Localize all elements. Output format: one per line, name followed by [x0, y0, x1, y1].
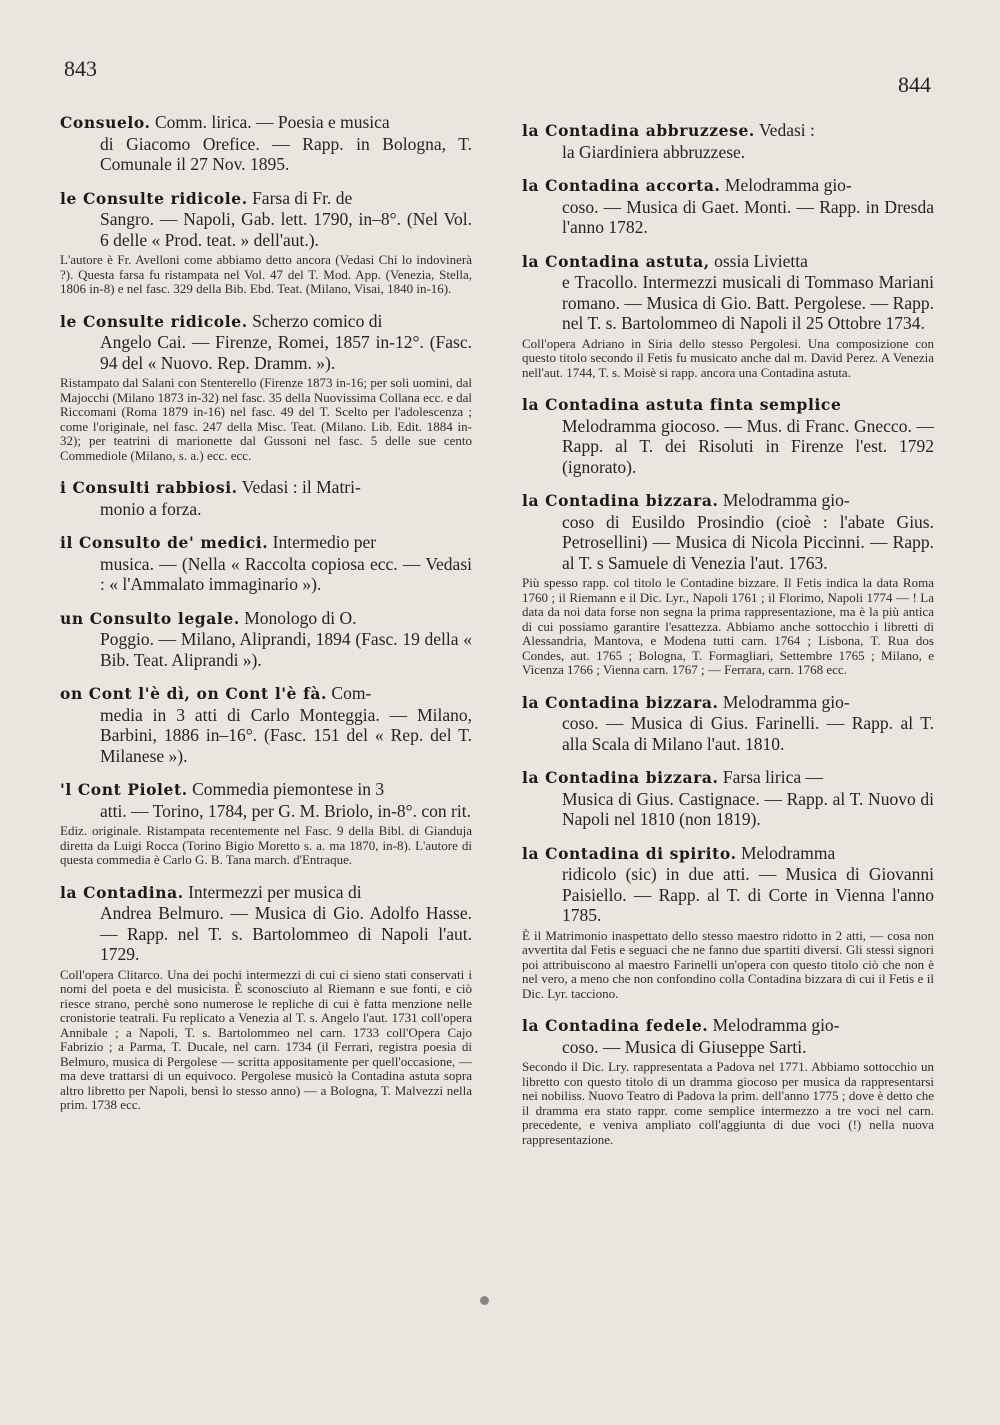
entry-description: e Tracollo. Intermezzi musicali di Tommaso Mariani romano. — Musica di Gio. Batt. Pergolese. — Rapp. nel T. s. Bartolommeo di Napoli il 25 Ottobre 1734. [562, 272, 934, 333]
entry-note: Coll'opera Adriano in Siria dello stesso Pergolesi. Una composizione con questo titolo secondo il Fetis fu musicato anche dal m. David Perez. A Venezia nell'aut. 1744, T. s. Moisè si rapp. ancora una Contadina astuta. [522, 335, 934, 380]
entry-title: on Cont l'è dì, on Cont l'è fà. [60, 684, 328, 703]
dictionary-entry [60, 477, 472, 519]
entry-title: i Consulti rabbiosi. [60, 478, 238, 497]
dictionary-entry [60, 188, 472, 297]
entry-note: Secondo il Dic. Lry. rappresentata a Padova nel 1771. Abbiamo sottocchio un libretto con questo titolo di un dramma giocoso per musica da rappresentarsi nei nobiliss. Nuovo Teatro di Padova la prim. dell'anno 1775 ; dove è detto che il dramma era stato rappr. come semplice intermezzo a tre voci nel carn. precedente, e veniva ampliato coll'aggiunta di due voci (!) nella nuova rappresentazione. [522, 1059, 934, 1147]
entry-title: la Contadina bizzara. [522, 692, 719, 712]
entry-description: media in 3 atti di Carlo Monteggia. — Milano, Barbini, 1886 in–16°. (Fasc. 151 del « Rep. del T. Milanese »). [100, 704, 472, 766]
entry-description: Andrea Belmuro. — Musica di Gio. Adolfo Hasse. — Rapp. nel T. s. Bartolommeo di Napoli l'aut. 1729. [100, 903, 472, 964]
entry-description: monio a forza. [100, 498, 202, 519]
entry-description: Poggio. — Milano, Aliprandi, 1894 (Fasc. 19 della « Bib. Teat. Aliprandi »). [100, 629, 472, 670]
entry-title: la Contadina bizzara. [522, 768, 719, 787]
dictionary-entry [60, 608, 472, 671]
entry-description: coso. — Musica di Gaet. Monti. — Rapp. in Dresda l'anno 1782. [562, 196, 934, 237]
entry-description: ridicolo (sic) in due atti. — Musica di Giovanni Paisiello. — Rapp. al T. di Corte in Vienna l'anno 1785. [562, 864, 934, 925]
page-number-left: 843 [64, 56, 97, 81]
entry-title: il Consulto de' medici. [60, 533, 269, 552]
entry-description-first-line: Melodramma gio- [718, 691, 850, 712]
entry-description-first-line: Comm. lirica. — Poesia e musica [150, 112, 390, 132]
entry-note: Ediz. originale. Ristampata recentemente nel Fasc. 9 della Bibl. di Gianduja diretta da Luigi Rocca (Torino Bigio Moretto s. a. ma 1870, in-8). L'autore di questa commedia è Carlo G. B. Tana march. d'Entraque. [60, 823, 472, 867]
entry-description-first-line: ossia Livietta [709, 250, 808, 271]
entry-description: coso. — Musica di Gius. Farinelli. — Rapp. al T. alla Scala di Milano l'aut. 1810. [562, 713, 934, 754]
entry-description-first-line: Vedasi : il Matri- [237, 477, 361, 497]
entry-description-first-line: Melodramma [736, 842, 836, 863]
entry-description: musica. — (Nella « Raccolta copiosa ecc. — Vedasi : « l'Ammalato immaginario »). [100, 553, 472, 594]
dictionary-entry [60, 532, 472, 595]
page-number-right: 844 [898, 72, 931, 97]
entry-title: la Contadina bizzara. [522, 491, 719, 510]
entry-description: Musica di Gius. Castignace. — Rapp. al T. Nuovo di Napoli nel 1810 (non 1819). [562, 788, 934, 829]
dictionary-entry [522, 394, 934, 477]
dictionary-entry [522, 251, 934, 381]
entry-description-first-line: Intermezzi per musica di [183, 881, 362, 902]
entry-title: 'l Cont Piolet. [60, 780, 188, 799]
dictionary-entry [522, 843, 934, 1002]
entry-description-first-line: Intermedio per [268, 532, 377, 552]
entry-description: coso. — Musica di Giuseppe Sarti. [562, 1036, 807, 1057]
entry-description-first-line: Farsa di Fr. de [247, 187, 353, 208]
entry-note: Ristampato dal Salani con Stenterello (Firenze 1873 in-16; per soli uomini, dal Majocchi (Milano 1873 in-32) nel fasc. 35 della Nuovissima Collana ecc. e dal Riccomani (Roma 1879 in-16) nel fasc. 49 del T. Scelto per l'adolescenza ; come l'originale, nel fasc. 247 della Misc. Teat. (Milano. Lib. Edit. 1884 in-32); per teatrini di marionette dal Gussoni nel fasc. 5 delle sue cento Commediole (Milano, s. a.) ecc. ecc. [60, 375, 472, 463]
ink-spot [480, 1296, 489, 1305]
entry-note: Coll'opera Clitarco. Una dei pochi intermezzi di cui ci sieno stati conservati i nomi del poeta e del musicista. È sconosciuto al Riemann e sue fonti, e ciò riesce strano, perchè sono numerose le repliche di cui è fatta menzione nelle cronistorie teatrali. Fu replicato a Venezia al T. s. Angelo l'aut. 1731 coll'opera Annibale ; a Napoli, T. s. Bartolommeo nel carn. 1733 coll'Opera Cajo Fabrizio ; a Parma, T. Ducale, nel carn. 1734 (il Ferrari, registra poesia di Belmuro, musica di Pergolese — scritta appositamente per quell'occasione, — ma deve trattarsi di un equivoco. Pergolese musicò la Contadina astuta sopra altro libretto per Napoli, bensì lo stesso anno) — a Bologna, T. Malvezzi nella prim. 1738 ecc. [60, 966, 472, 1112]
entry-description-first-line: Vedasi : [754, 120, 815, 140]
dictionary-entry [522, 175, 934, 238]
entry-description: Angelo Cai. — Firenze, Romei, 1857 in-12°. (Fasc. 94 del « Nuovo. Rep. Dramm. »). [100, 332, 472, 373]
entry-description: Melodramma giocoso. — Mus. di Franc. Gnecco. — Rapp. al T. dei Risoluti in Firenze l'est. 1792 (ignorato). [562, 415, 934, 477]
entry-description: la Giardiniera abbruzzese. [562, 141, 746, 162]
dictionary-entry [522, 490, 934, 678]
entry-note: L'autore è Fr. Avelloni come abbiamo detto ancora (Vedasi Chi lo indovinerà ?). Questa farsa fu ristampata nel Vol. 47 del T. Mod. App. (Venezia, Stella, 1806 in-8) e nel fasc. 329 della Bib. Ebd. Teat. (Milano, Visai, 1840 in-16). [60, 252, 472, 296]
entry-title: la Contadina fedele. [522, 1016, 709, 1035]
dictionary-entry [522, 1015, 934, 1147]
entry-description-first-line: Melodramma gio- [708, 1015, 840, 1035]
dictionary-entry [522, 767, 934, 830]
entry-title: la Contadina di spirito. [522, 843, 737, 863]
entry-description: coso di Eusildo Prosindio (cioè : l'abate Gius. Petrosellini) — Musica di Nicola Piccinni. — Rapp. al T. s Samuele di Venezia l'aut. 1763. [562, 511, 934, 573]
entry-description-first-line: Commedia piemontese in 3 [187, 779, 385, 799]
dictionary-entry [60, 112, 472, 175]
entry-title: la Contadina astuta, [522, 251, 710, 271]
dictionary-entry [60, 311, 472, 464]
entry-title: Consuelo. [60, 113, 151, 132]
entry-note: Più spesso rapp. col titolo le Contadine bizzare. Il Fetis indica la data Roma 1760 ; il Riemann e il Dic. Lyr., Napoli 1761 ; il Florimo, Napoli 1774 — ! La data da noi data forse non segna la prima rappresentazione, ma è la più antica di cui possiamo garantire l'esattezza. Abbiamo anche sottocchio i libretti di Alessandria, Mantova, e Modena tutti carn. 1764 ; Lisbona, T. Rua dos Condes, aut. 1765 ; Bologna, T. Formagliari, Settembre 1765 ; Milano, e Vicenza 1766 ; Vienna carn. 1767 ; — Ferrara, carn. 1768 ecc. [522, 575, 934, 677]
entry-description-first-line: Scherzo comico di [247, 310, 383, 331]
entry-description-first-line: Com- [327, 683, 372, 703]
entry-description-first-line: Melodramma gio- [720, 175, 852, 195]
left-column [60, 112, 472, 1127]
dictionary-entry [60, 882, 472, 1113]
entry-description-first-line: Farsa lirica — [718, 767, 823, 787]
dictionary-entry [522, 692, 934, 755]
entry-title: la Contadina accorta. [522, 176, 721, 195]
entry-description: Sangro. — Napoli, Gab. lett. 1790, in–8°. (Nel Vol. 6 delle « Prod. teat. » dell'aut.). [100, 209, 472, 250]
dictionary-entry [60, 683, 472, 766]
entry-title: la Contadina abbruzzese. [522, 121, 755, 140]
dictionary-entry [522, 120, 934, 162]
dictionary-entry [60, 779, 472, 868]
entry-description: atti. — Torino, 1784, per G. M. Briolo, in-8°. con rit. [100, 800, 471, 821]
right-column [522, 120, 934, 1161]
entry-description-first-line: Melodramma gio- [718, 490, 850, 510]
entry-title: la Contadina astuta finta semplice [522, 395, 842, 414]
entry-title: un Consulto legale. [60, 608, 240, 628]
entry-description-first-line: Monologo di O. [239, 607, 357, 628]
entry-description: di Giacomo Orefice. — Rapp. in Bologna, T. Comunale il 27 Nov. 1895. [100, 133, 472, 174]
entry-title: la Contadina. [60, 882, 184, 902]
entry-title: le Consulte ridicole. [60, 188, 248, 208]
entry-title: le Consulte ridicole. [60, 311, 248, 331]
entry-note: È il Matrimonio inaspettato dello stesso maestro ridotto in 2 atti, — cosa non avvertita dal Fetis e seguaci che ne fanno due spartiti diversi. Gli stessi signori poi attribuiscono al maestro Farinelli un'opera con questo titolo ciò che non è nel vero, a meno che non confondino colla Contadina bizzara di cui il Fetis e il Dic. Lyr. tacciono. [522, 927, 934, 1001]
